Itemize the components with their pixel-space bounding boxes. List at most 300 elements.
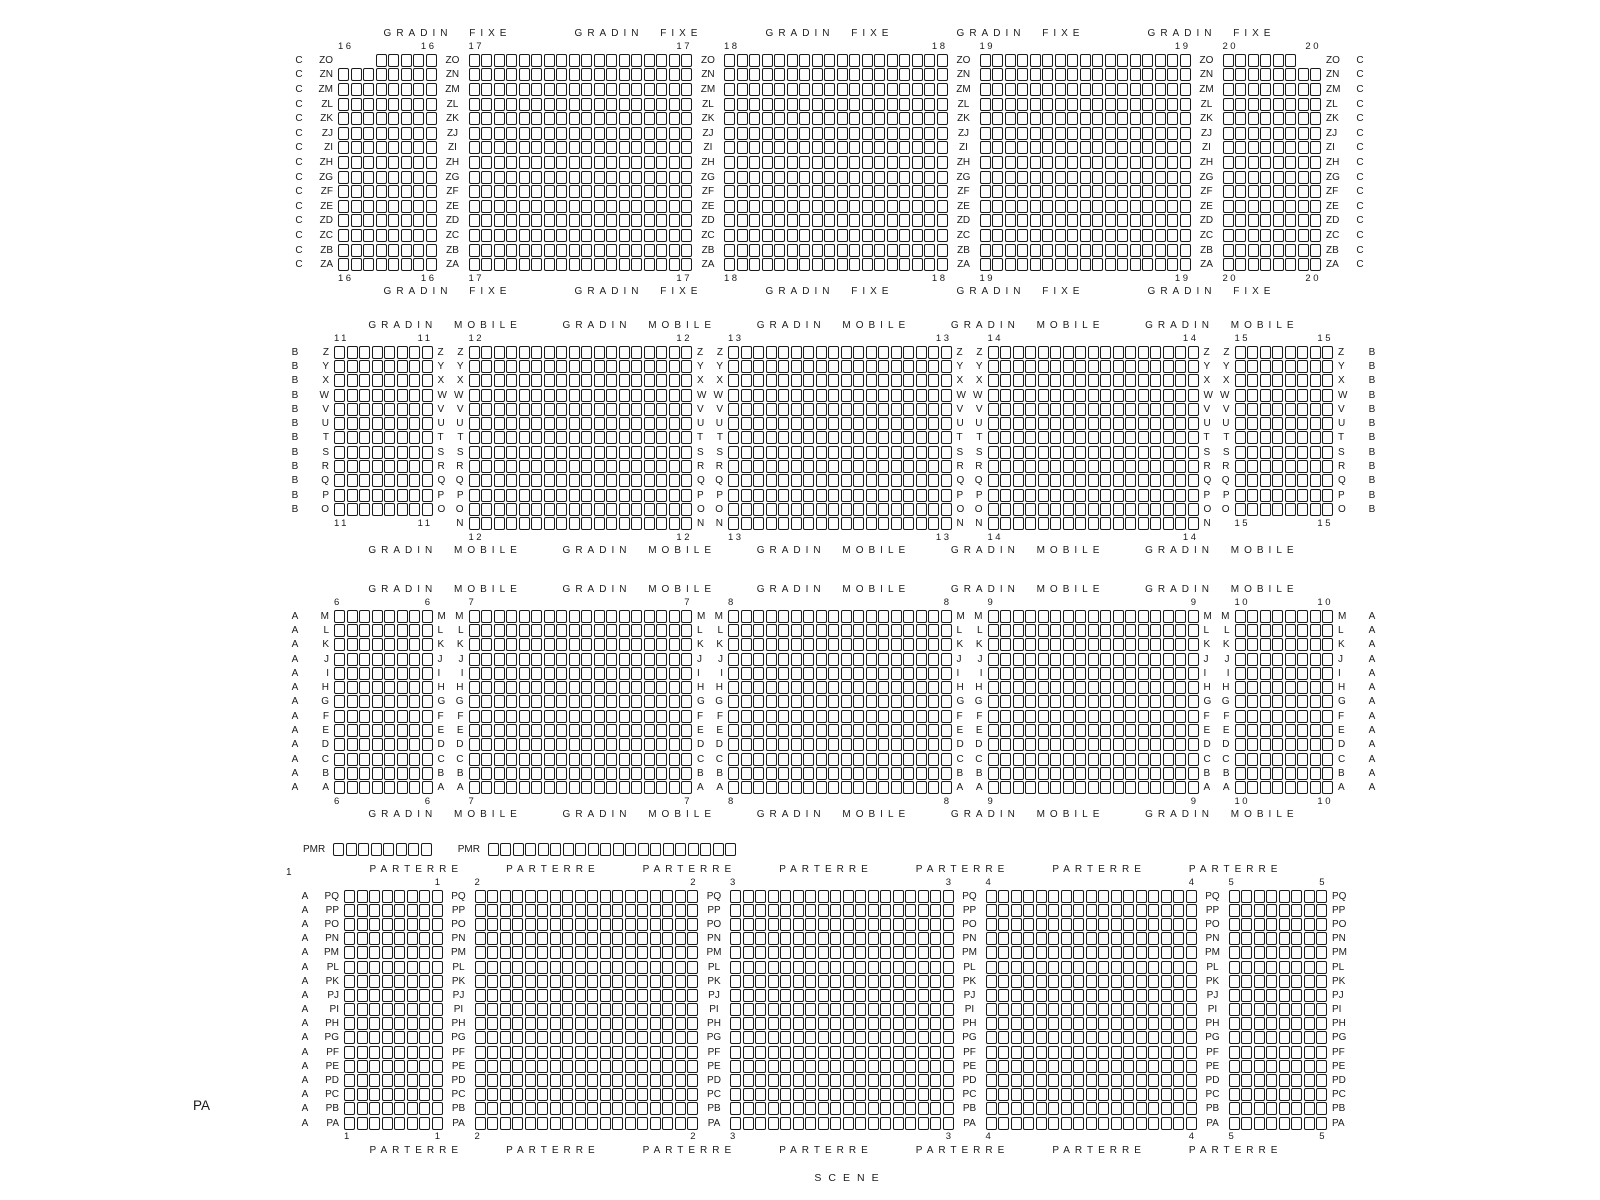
- seat[interactable]: [1273, 244, 1284, 257]
- seat[interactable]: [791, 460, 802, 473]
- seat[interactable]: [606, 171, 617, 184]
- seat[interactable]: [1175, 738, 1186, 751]
- seat[interactable]: [494, 214, 505, 227]
- seat[interactable]: [1260, 503, 1271, 516]
- seat[interactable]: [741, 360, 752, 373]
- seat[interactable]: [1038, 474, 1049, 487]
- seat[interactable]: [755, 961, 766, 974]
- seat[interactable]: [481, 417, 492, 430]
- seat[interactable]: [843, 946, 854, 959]
- seat[interactable]: [631, 417, 642, 430]
- seat[interactable]: [369, 1046, 380, 1059]
- seat[interactable]: [1310, 417, 1321, 430]
- seat[interactable]: [1117, 258, 1128, 271]
- seat[interactable]: [766, 767, 777, 780]
- seat[interactable]: [841, 610, 852, 623]
- seat[interactable]: [1050, 653, 1061, 666]
- seat[interactable]: [1023, 961, 1034, 974]
- seat[interactable]: [1125, 417, 1136, 430]
- seat[interactable]: [905, 1060, 916, 1073]
- seat[interactable]: [494, 389, 505, 402]
- seat[interactable]: [1285, 403, 1296, 416]
- seat[interactable]: [1111, 989, 1122, 1002]
- seat[interactable]: [334, 460, 345, 473]
- seat[interactable]: [469, 460, 480, 473]
- seat[interactable]: [363, 258, 374, 271]
- seat[interactable]: [866, 431, 877, 444]
- seat[interactable]: [556, 374, 567, 387]
- seat[interactable]: [986, 1060, 997, 1073]
- seat[interactable]: [656, 781, 667, 794]
- seat[interactable]: [1100, 710, 1111, 723]
- seat[interactable]: [743, 1017, 754, 1030]
- seat[interactable]: [382, 975, 393, 988]
- seat[interactable]: [737, 127, 748, 140]
- seat[interactable]: [338, 171, 349, 184]
- seat[interactable]: [1138, 710, 1149, 723]
- seat[interactable]: [338, 112, 349, 125]
- seat[interactable]: [512, 918, 523, 931]
- seat[interactable]: [569, 54, 580, 67]
- seat[interactable]: [766, 638, 777, 651]
- seat[interactable]: [799, 244, 810, 257]
- seat[interactable]: [1260, 653, 1271, 666]
- seat[interactable]: [422, 767, 433, 780]
- seat[interactable]: [1241, 1046, 1252, 1059]
- seat[interactable]: [728, 474, 739, 487]
- seat[interactable]: [363, 200, 374, 213]
- seat[interactable]: [650, 961, 661, 974]
- seat[interactable]: [382, 946, 393, 959]
- seat[interactable]: [397, 431, 408, 444]
- seat[interactable]: [432, 1074, 443, 1087]
- seat[interactable]: [401, 54, 412, 67]
- seat[interactable]: [1048, 961, 1059, 974]
- seat[interactable]: [1092, 244, 1103, 257]
- seat[interactable]: [724, 68, 735, 81]
- seat[interactable]: [986, 1074, 997, 1087]
- seat[interactable]: [1013, 489, 1024, 502]
- seat[interactable]: [1088, 517, 1099, 530]
- seat[interactable]: [753, 474, 764, 487]
- seat[interactable]: [357, 918, 368, 931]
- seat[interactable]: [357, 1017, 368, 1030]
- seat[interactable]: [494, 360, 505, 373]
- seat[interactable]: [569, 171, 580, 184]
- seat[interactable]: [675, 904, 686, 917]
- seat[interactable]: [816, 346, 827, 359]
- seat[interactable]: [594, 360, 605, 373]
- seat[interactable]: [687, 946, 698, 959]
- seat[interactable]: [778, 753, 789, 766]
- seat[interactable]: [1117, 83, 1128, 96]
- seat[interactable]: [1229, 1074, 1240, 1087]
- seat[interactable]: [531, 710, 542, 723]
- seat[interactable]: [1042, 229, 1053, 242]
- seat[interactable]: [1272, 724, 1283, 737]
- seat[interactable]: [1075, 610, 1086, 623]
- seat[interactable]: [878, 517, 889, 530]
- seat[interactable]: [594, 346, 605, 359]
- seat[interactable]: [868, 918, 879, 931]
- seat[interactable]: [1142, 200, 1153, 213]
- seat[interactable]: [525, 904, 536, 917]
- seat[interactable]: [1310, 156, 1321, 169]
- seat[interactable]: [1285, 127, 1296, 140]
- seat[interactable]: [1175, 389, 1186, 402]
- seat[interactable]: [1125, 767, 1136, 780]
- seat[interactable]: [1155, 112, 1166, 125]
- seat[interactable]: [862, 258, 873, 271]
- seat[interactable]: [891, 460, 902, 473]
- seat[interactable]: [1235, 346, 1246, 359]
- seat[interactable]: [569, 738, 580, 751]
- seat[interactable]: [1075, 374, 1086, 387]
- seat[interactable]: [625, 975, 636, 988]
- seat[interactable]: [930, 1003, 941, 1016]
- seat[interactable]: [1161, 890, 1172, 903]
- seat[interactable]: [753, 753, 764, 766]
- seat[interactable]: [413, 141, 424, 154]
- seat[interactable]: [818, 1046, 829, 1059]
- seat[interactable]: [774, 54, 785, 67]
- seat[interactable]: [1285, 141, 1296, 154]
- seat[interactable]: [1142, 112, 1153, 125]
- seat[interactable]: [988, 710, 999, 723]
- seat[interactable]: [1111, 932, 1122, 945]
- seat[interactable]: [986, 918, 997, 931]
- seat[interactable]: [376, 112, 387, 125]
- seat[interactable]: [631, 360, 642, 373]
- seat[interactable]: [862, 98, 873, 111]
- seat[interactable]: [357, 946, 368, 959]
- seat[interactable]: [347, 346, 358, 359]
- seat[interactable]: [1125, 653, 1136, 666]
- seat[interactable]: [537, 946, 548, 959]
- seat[interactable]: [768, 1003, 779, 1016]
- seat[interactable]: [766, 610, 777, 623]
- seat[interactable]: [1285, 112, 1296, 125]
- seat[interactable]: [675, 1046, 686, 1059]
- seat[interactable]: [887, 112, 898, 125]
- seat[interactable]: [1266, 904, 1277, 917]
- seat[interactable]: [803, 781, 814, 794]
- seat[interactable]: [644, 503, 655, 516]
- seat[interactable]: [992, 200, 1003, 213]
- seat[interactable]: [1138, 460, 1149, 473]
- seat[interactable]: [344, 975, 355, 988]
- seat[interactable]: [753, 346, 764, 359]
- seat[interactable]: [787, 83, 798, 96]
- seat[interactable]: [1148, 904, 1159, 917]
- seat[interactable]: [1055, 258, 1066, 271]
- seat[interactable]: [334, 781, 345, 794]
- seat[interactable]: [1285, 738, 1296, 751]
- seat[interactable]: [606, 710, 617, 723]
- seat[interactable]: [475, 1074, 486, 1087]
- seat[interactable]: [531, 503, 542, 516]
- seat[interactable]: [903, 610, 914, 623]
- seat[interactable]: [631, 517, 642, 530]
- seat[interactable]: [384, 738, 395, 751]
- seat[interactable]: [1285, 681, 1296, 694]
- seat[interactable]: [1260, 258, 1271, 271]
- seat[interactable]: [1117, 141, 1128, 154]
- seat[interactable]: [1223, 185, 1234, 198]
- seat[interactable]: [1188, 653, 1199, 666]
- seat[interactable]: [849, 185, 860, 198]
- seat[interactable]: [422, 489, 433, 502]
- seat[interactable]: [519, 624, 530, 637]
- seat[interactable]: [681, 68, 692, 81]
- seat[interactable]: [606, 489, 617, 502]
- seat[interactable]: [569, 360, 580, 373]
- seat[interactable]: [780, 1074, 791, 1087]
- seat[interactable]: [1067, 200, 1078, 213]
- seat[interactable]: [1235, 653, 1246, 666]
- seat[interactable]: [891, 474, 902, 487]
- seat[interactable]: [1042, 185, 1053, 198]
- seat[interactable]: [1273, 229, 1284, 242]
- seat[interactable]: [737, 171, 748, 184]
- seat[interactable]: [1229, 961, 1240, 974]
- seat[interactable]: [1063, 403, 1074, 416]
- seat[interactable]: [1100, 724, 1111, 737]
- seat[interactable]: [401, 141, 412, 154]
- seat[interactable]: [544, 417, 555, 430]
- seat[interactable]: [878, 610, 889, 623]
- seat[interactable]: [998, 904, 1009, 917]
- seat[interactable]: [1100, 781, 1111, 794]
- seat[interactable]: [359, 346, 370, 359]
- seat[interactable]: [828, 403, 839, 416]
- seat[interactable]: [581, 710, 592, 723]
- seat[interactable]: [992, 156, 1003, 169]
- seat[interactable]: [753, 738, 764, 751]
- seat[interactable]: [544, 389, 555, 402]
- seat[interactable]: [600, 890, 611, 903]
- seat[interactable]: [1247, 767, 1258, 780]
- seat[interactable]: [669, 141, 680, 154]
- seat[interactable]: [388, 127, 399, 140]
- seat[interactable]: [397, 460, 408, 473]
- seat[interactable]: [1241, 932, 1252, 945]
- seat[interactable]: [943, 1060, 954, 1073]
- seat[interactable]: [1005, 141, 1016, 154]
- seat[interactable]: [650, 1074, 661, 1087]
- seat[interactable]: [1113, 767, 1124, 780]
- seat[interactable]: [681, 503, 692, 516]
- seat[interactable]: [1235, 403, 1246, 416]
- seat[interactable]: [394, 1046, 405, 1059]
- seat[interactable]: [382, 1031, 393, 1044]
- seat[interactable]: [359, 653, 370, 666]
- seat[interactable]: [755, 989, 766, 1002]
- seat[interactable]: [903, 474, 914, 487]
- seat[interactable]: [637, 975, 648, 988]
- seat[interactable]: [812, 141, 823, 154]
- seat[interactable]: [662, 1003, 673, 1016]
- seat[interactable]: [1266, 1003, 1277, 1016]
- seat[interactable]: [556, 417, 567, 430]
- seat[interactable]: [1073, 961, 1084, 974]
- seat[interactable]: [519, 68, 530, 81]
- seat[interactable]: [1155, 258, 1166, 271]
- seat[interactable]: [1285, 724, 1296, 737]
- seat[interactable]: [1266, 946, 1277, 959]
- seat[interactable]: [1111, 1017, 1122, 1030]
- seat[interactable]: [1316, 1003, 1327, 1016]
- seat[interactable]: [1175, 681, 1186, 694]
- seat[interactable]: [724, 156, 735, 169]
- seat[interactable]: [1254, 1017, 1265, 1030]
- seat[interactable]: [612, 1017, 623, 1030]
- seat[interactable]: [625, 1060, 636, 1073]
- seat[interactable]: [1100, 753, 1111, 766]
- seat[interactable]: [866, 710, 877, 723]
- seat[interactable]: [887, 200, 898, 213]
- seat[interactable]: [469, 258, 480, 271]
- seat[interactable]: [899, 185, 910, 198]
- seat[interactable]: [1113, 624, 1124, 637]
- seat[interactable]: [1130, 258, 1141, 271]
- seat[interactable]: [413, 68, 424, 81]
- seat[interactable]: [1235, 417, 1246, 430]
- seat[interactable]: [887, 156, 898, 169]
- seat[interactable]: [728, 431, 739, 444]
- seat[interactable]: [1073, 1031, 1084, 1044]
- seat[interactable]: [581, 374, 592, 387]
- seat[interactable]: [382, 1088, 393, 1101]
- seat[interactable]: [749, 68, 760, 81]
- seat[interactable]: [631, 460, 642, 473]
- seat[interactable]: [730, 1046, 741, 1059]
- seat[interactable]: [1142, 171, 1153, 184]
- seat[interactable]: [903, 653, 914, 666]
- seat[interactable]: [469, 171, 480, 184]
- seat[interactable]: [787, 200, 798, 213]
- seat[interactable]: [681, 141, 692, 154]
- seat[interactable]: [828, 667, 839, 680]
- seat[interactable]: [853, 738, 864, 751]
- seat[interactable]: [1080, 127, 1091, 140]
- seat[interactable]: [1130, 156, 1141, 169]
- seat[interactable]: [853, 681, 864, 694]
- seat[interactable]: [1113, 374, 1124, 387]
- seat[interactable]: [481, 360, 492, 373]
- seat[interactable]: [1229, 989, 1240, 1002]
- seat[interactable]: [1063, 767, 1074, 780]
- seat[interactable]: [1005, 112, 1016, 125]
- seat[interactable]: [830, 1074, 841, 1087]
- seat[interactable]: [481, 738, 492, 751]
- seat[interactable]: [1113, 695, 1124, 708]
- seat[interactable]: [1011, 1074, 1022, 1087]
- seat[interactable]: [681, 346, 692, 359]
- seat[interactable]: [1023, 975, 1034, 988]
- seat[interactable]: [344, 918, 355, 931]
- seat[interactable]: [687, 989, 698, 1002]
- seat[interactable]: [1260, 68, 1271, 81]
- seat[interactable]: [1092, 171, 1103, 184]
- seat[interactable]: [432, 1031, 443, 1044]
- seat[interactable]: [422, 360, 433, 373]
- seat[interactable]: [878, 710, 889, 723]
- seat[interactable]: [569, 695, 580, 708]
- seat[interactable]: [1025, 610, 1036, 623]
- seat[interactable]: [681, 185, 692, 198]
- seat[interactable]: [359, 460, 370, 473]
- seat[interactable]: [1050, 460, 1061, 473]
- seat[interactable]: [980, 214, 991, 227]
- seat[interactable]: [372, 503, 383, 516]
- seat[interactable]: [1061, 1031, 1072, 1044]
- seat[interactable]: [357, 1074, 368, 1087]
- seat[interactable]: [799, 229, 810, 242]
- seat[interactable]: [1155, 214, 1166, 227]
- seat[interactable]: [644, 681, 655, 694]
- seat[interactable]: [525, 1060, 536, 1073]
- seat[interactable]: [1088, 360, 1099, 373]
- seat[interactable]: [874, 141, 885, 154]
- seat[interactable]: [1291, 975, 1302, 988]
- seat[interactable]: [816, 753, 827, 766]
- seat[interactable]: [426, 214, 437, 227]
- seat[interactable]: [606, 200, 617, 213]
- seat[interactable]: [1013, 610, 1024, 623]
- seat[interactable]: [1063, 389, 1074, 402]
- seat[interactable]: [893, 904, 904, 917]
- seat[interactable]: [351, 229, 362, 242]
- seat[interactable]: [481, 374, 492, 387]
- seat[interactable]: [581, 98, 592, 111]
- seat[interactable]: [531, 517, 542, 530]
- seat[interactable]: [1248, 171, 1259, 184]
- seat[interactable]: [1167, 83, 1178, 96]
- seat[interactable]: [1150, 346, 1161, 359]
- seat[interactable]: [916, 403, 927, 416]
- seat[interactable]: [401, 98, 412, 111]
- seat[interactable]: [1291, 1074, 1302, 1087]
- seat[interactable]: [724, 141, 735, 154]
- seat[interactable]: [1030, 185, 1041, 198]
- seat[interactable]: [1063, 781, 1074, 794]
- seat[interactable]: [487, 975, 498, 988]
- seat[interactable]: [372, 753, 383, 766]
- seat[interactable]: [887, 258, 898, 271]
- seat[interactable]: [778, 474, 789, 487]
- seat[interactable]: [1123, 961, 1134, 974]
- seat[interactable]: [1050, 753, 1061, 766]
- seat[interactable]: [1075, 738, 1086, 751]
- seat[interactable]: [469, 200, 480, 213]
- seat[interactable]: [780, 946, 791, 959]
- seat[interactable]: [1061, 1017, 1072, 1030]
- seat[interactable]: [1150, 767, 1161, 780]
- seat[interactable]: [644, 460, 655, 473]
- seat[interactable]: [1316, 1031, 1327, 1044]
- seat[interactable]: [1036, 918, 1047, 931]
- seat[interactable]: [1291, 1031, 1302, 1044]
- seat[interactable]: [1042, 214, 1053, 227]
- seat[interactable]: [506, 156, 517, 169]
- seat[interactable]: [675, 1060, 686, 1073]
- seat[interactable]: [980, 98, 991, 111]
- seat[interactable]: [880, 1074, 891, 1087]
- seat[interactable]: [338, 214, 349, 227]
- seat[interactable]: [669, 446, 680, 459]
- seat[interactable]: [1310, 127, 1321, 140]
